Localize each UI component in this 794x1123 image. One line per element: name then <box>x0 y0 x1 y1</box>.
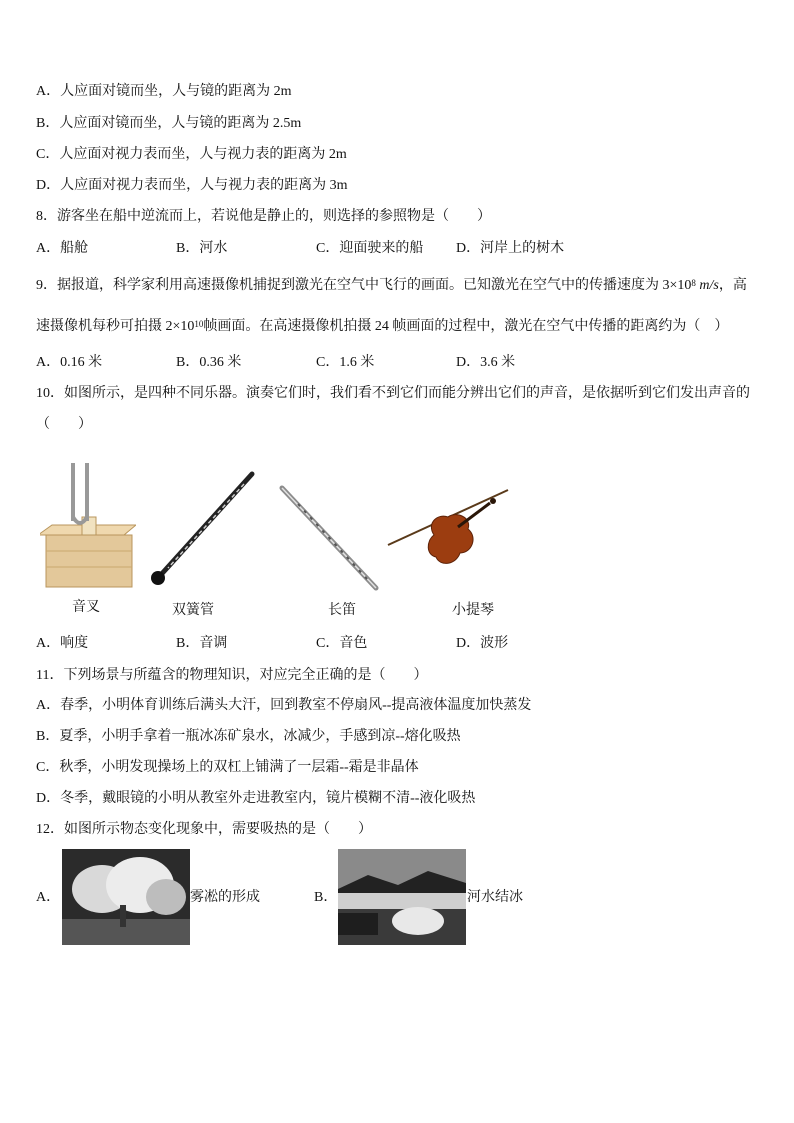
violin-image <box>386 487 512 575</box>
rime-photo <box>62 849 190 945</box>
q12-option-b-letter: B． <box>314 890 338 905</box>
caption-flute: 长笛 <box>328 603 356 618</box>
q7-option-c: C．人应面对视力表而坐，人与视力表的距离为 2m <box>36 147 347 162</box>
q9-stem-part2a: 速摄像机每秒可拍摄 <box>36 319 162 334</box>
q12-option-a-caption: 雾凇的形成 <box>190 890 260 905</box>
caption-tuning-fork: 音叉 <box>72 600 100 615</box>
q7-option-a: A．人应面对镜而坐，人与镜的距离为 2m <box>36 84 292 99</box>
q9-stem-part1: 9．据报道，科学家利用高速摄像机捕捉到激光在空气中飞行的画面。已知激光在空气中的传播速度为 <box>36 278 659 293</box>
q10-stem: 10．如图所示，是四种不同乐器。演奏它们时，我们看不到它们而能分辨出它们的声音，是依据听到它们发出声音的 <box>36 386 750 401</box>
q9-frames-value: $2\times 10^{10}$ <box>165 319 204 334</box>
frozen-river-photo <box>338 849 466 945</box>
q7-option-b: B．人应面对镜而坐，人与镜的距离为 2.5m <box>36 116 302 131</box>
q9-option-a: A．0.16 米 <box>36 355 103 370</box>
tuning-fork-image <box>40 455 136 590</box>
q9-speed-unit: m/s <box>699 278 719 293</box>
q12-option-b-caption: 河水结冰 <box>467 890 523 905</box>
q8-option-c: C．迎面驶来的船 <box>316 241 424 256</box>
q8-option-a: A．船舱 <box>36 241 89 256</box>
caption-violin: 小提琴 <box>452 603 494 618</box>
q10-option-c: C．音色 <box>316 636 368 651</box>
caption-oboe: 双簧管 <box>172 603 214 618</box>
flute-image <box>278 484 382 594</box>
q7-option-d: D．人应面对视力表而坐，人与视力表的距离为 3m <box>36 178 348 193</box>
q10-option-d: D．波形 <box>456 636 509 651</box>
q9-stem-part2b: 帧画面。在高速摄像机拍摄 24 帧画面的过程中，激光在空气中传播的距离约为（ ） <box>203 319 729 334</box>
q9-option-d: D．3.6 米 <box>456 355 516 370</box>
q10-stem-cont: （ ） <box>36 417 92 432</box>
q8-option-b: B．河水 <box>176 241 228 256</box>
q8-option-d: D．河岸上的树木 <box>456 241 565 256</box>
q10-option-a: A．响度 <box>36 636 89 651</box>
q11-stem: 11．下列场景与所蕴含的物理知识，对应完全正确的是（ ） <box>36 668 428 683</box>
q11-option-d: D．冬季，戴眼镜的小明从教室外走进教室内，镜片模糊不清--液化吸热 <box>36 791 476 806</box>
q11-option-c: C．秋季，小明发现操场上的双杠上铺满了一层霜--霜是非晶体 <box>36 760 419 775</box>
q9-stem-part1-end: ，高 <box>718 278 747 293</box>
q12-stem: 12．如图所示物态变化现象中，需要吸热的是（ ） <box>36 822 372 837</box>
q10-option-b: B．音调 <box>176 636 228 651</box>
q9-option-c: C．1.6 米 <box>316 355 375 370</box>
q9-stem-line1 <box>36 277 747 295</box>
q9-speed-value: $3\times 10^8$ <box>662 278 696 293</box>
q9-stem-line2 <box>36 318 728 336</box>
q8-stem: 8．游客坐在船中逆流而上，若说他是静止的，则选择的参照物是（ ） <box>36 209 491 224</box>
q11-option-b: B．夏季，小明手拿着一瓶冰冻矿泉水，冰减少，手感到凉--熔化吸热 <box>36 729 461 744</box>
q12-option-a-letter: A． <box>36 890 61 905</box>
q9-option-b: B．0.36 米 <box>176 355 242 370</box>
q11-option-a: A．春季，小明体育训练后满头大汗，回到教室不停扇风--提高液体温度加快蒸发 <box>36 698 532 713</box>
oboe-image <box>148 470 256 588</box>
